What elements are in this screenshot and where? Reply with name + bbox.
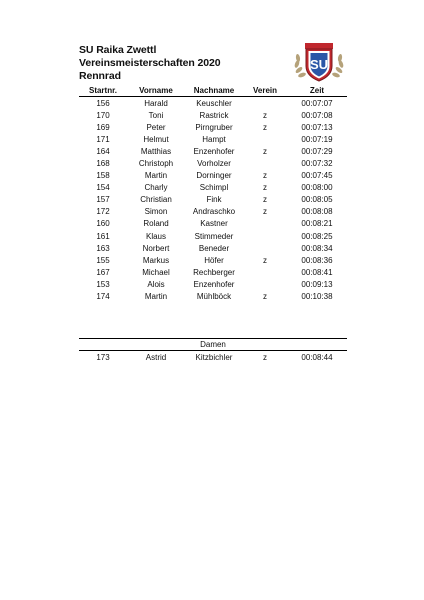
finish-time: 00:08:08 xyxy=(301,207,333,217)
finish-time: 00:07:19 xyxy=(301,134,333,144)
last-name: Andraschko xyxy=(192,207,236,217)
table-row xyxy=(79,109,347,121)
women-table xyxy=(79,338,347,363)
event-title: Vereinsmeisterschaften 2020 xyxy=(79,57,221,69)
table-row xyxy=(79,351,347,364)
club-flag: z xyxy=(263,110,267,120)
start-number: 163 xyxy=(96,243,110,253)
col-startnr: Startnr. xyxy=(79,84,127,97)
col-verein: Verein xyxy=(243,84,287,97)
women-section-header xyxy=(79,339,347,351)
women-section-title: Damen xyxy=(79,339,347,351)
table-row xyxy=(79,145,347,157)
first-name: Charly xyxy=(144,183,168,193)
first-name: Astrid xyxy=(145,352,167,362)
club-flag: z xyxy=(263,352,267,362)
first-name: Norbert xyxy=(142,243,170,253)
start-number: 170 xyxy=(96,110,110,120)
start-number: 167 xyxy=(96,267,110,277)
last-name: Dorninger xyxy=(196,171,232,181)
finish-time: 00:09:13 xyxy=(301,279,333,289)
first-name: Simon xyxy=(144,207,168,217)
club-flag: z xyxy=(263,183,267,193)
finish-time: 00:07:07 xyxy=(301,98,333,108)
table-row xyxy=(79,194,347,206)
first-name: Christoph xyxy=(138,159,174,169)
club-flag: z xyxy=(263,207,267,217)
club-flag xyxy=(243,278,287,290)
first-name: Martin xyxy=(144,171,168,181)
table-row xyxy=(79,97,347,110)
first-name: Peter xyxy=(146,122,166,132)
club-flag xyxy=(243,133,287,145)
table-row xyxy=(79,291,347,303)
last-name: Pirngruber xyxy=(195,122,233,132)
finish-time: 00:07:13 xyxy=(301,122,333,132)
first-name: Christian xyxy=(140,195,172,205)
table-row xyxy=(79,182,347,194)
first-name: Alois xyxy=(147,279,165,289)
club-flag xyxy=(243,97,287,110)
last-name: Hampt xyxy=(202,134,226,144)
club-flag xyxy=(243,218,287,230)
club-title: SU Raika Zwettl xyxy=(79,44,157,56)
col-zeit: Zeit xyxy=(287,84,347,97)
start-number: 172 xyxy=(96,207,110,217)
club-flag: z xyxy=(263,171,267,181)
start-number: 154 xyxy=(96,183,110,193)
last-name: Beneder xyxy=(198,243,230,253)
last-name: Mühlböck xyxy=(196,292,232,302)
club-flag: z xyxy=(263,146,267,156)
table-row xyxy=(79,157,347,169)
finish-time: 00:08:05 xyxy=(301,195,333,205)
first-name: Klaus xyxy=(145,231,166,241)
first-name: Helmut xyxy=(143,134,169,144)
table-row xyxy=(79,266,347,278)
start-number: 157 xyxy=(96,195,110,205)
start-number: 173 xyxy=(96,352,110,362)
first-name: Toni xyxy=(148,110,164,120)
page-header xyxy=(79,44,220,83)
first-name: Michael xyxy=(142,267,170,277)
col-nachname: Nachname xyxy=(185,84,243,97)
last-name: Kastner xyxy=(200,219,228,229)
first-name: Roland xyxy=(143,219,169,229)
last-name: Rastrick xyxy=(199,110,229,120)
finish-time: 00:08:25 xyxy=(301,231,333,241)
finish-time: 00:07:29 xyxy=(301,146,333,156)
start-number: 155 xyxy=(96,255,110,265)
col-vorname: Vorname xyxy=(127,84,185,97)
table-row xyxy=(79,242,347,254)
first-name: Markus xyxy=(142,255,170,265)
last-name: Höfer xyxy=(204,255,224,265)
club-crest-logo xyxy=(292,40,346,84)
last-name: Enzenhofer xyxy=(193,146,235,156)
first-name: Martin xyxy=(144,292,168,302)
results-table xyxy=(79,84,347,303)
finish-time: 00:07:32 xyxy=(301,159,333,169)
table-row xyxy=(79,121,347,133)
finish-time: 00:07:45 xyxy=(301,171,333,181)
last-name: Rechberger xyxy=(193,267,235,277)
start-number: 169 xyxy=(96,122,110,132)
finish-time: 00:08:21 xyxy=(301,219,333,229)
table-header-row xyxy=(79,84,347,97)
start-number: 153 xyxy=(96,279,110,289)
table-row xyxy=(79,278,347,290)
last-name: Enzenhofer xyxy=(193,279,235,289)
finish-time: 00:08:41 xyxy=(301,267,333,277)
first-name: Matthias xyxy=(140,146,172,156)
club-flag: z xyxy=(263,292,267,302)
logo-text: SU xyxy=(309,57,329,72)
last-name: Stimmeder xyxy=(194,231,234,241)
start-number: 158 xyxy=(96,171,110,181)
first-name: Harald xyxy=(144,98,168,108)
club-flag xyxy=(243,230,287,242)
start-number: 174 xyxy=(96,292,110,302)
table-row xyxy=(79,230,347,242)
finish-time: 00:08:44 xyxy=(301,352,333,362)
table-row xyxy=(79,133,347,145)
club-flag xyxy=(243,157,287,169)
table-row xyxy=(79,170,347,182)
club-flag xyxy=(243,266,287,278)
start-number: 160 xyxy=(96,219,110,229)
table-row xyxy=(79,206,347,218)
club-flag: z xyxy=(263,122,267,132)
finish-time: 00:08:34 xyxy=(301,243,333,253)
club-flag xyxy=(243,242,287,254)
start-number: 156 xyxy=(96,98,110,108)
discipline-title: Rennrad xyxy=(79,70,121,82)
start-number: 171 xyxy=(96,134,110,144)
start-number: 164 xyxy=(96,146,110,156)
finish-time: 00:08:00 xyxy=(301,183,333,193)
last-name: Vorholzer xyxy=(197,159,231,169)
last-name: Fink xyxy=(206,195,222,205)
club-flag: z xyxy=(263,255,267,265)
table-row xyxy=(79,218,347,230)
finish-time: 00:10:38 xyxy=(301,292,333,302)
finish-time: 00:07:08 xyxy=(301,110,333,120)
start-number: 161 xyxy=(96,231,110,241)
last-name: Schimpl xyxy=(199,183,229,193)
last-name: Keuschler xyxy=(196,98,232,108)
last-name: Kitzbichler xyxy=(195,352,233,362)
club-flag: z xyxy=(263,195,267,205)
finish-time: 00:08:36 xyxy=(301,255,333,265)
table-row xyxy=(79,254,347,266)
start-number: 168 xyxy=(96,159,110,169)
